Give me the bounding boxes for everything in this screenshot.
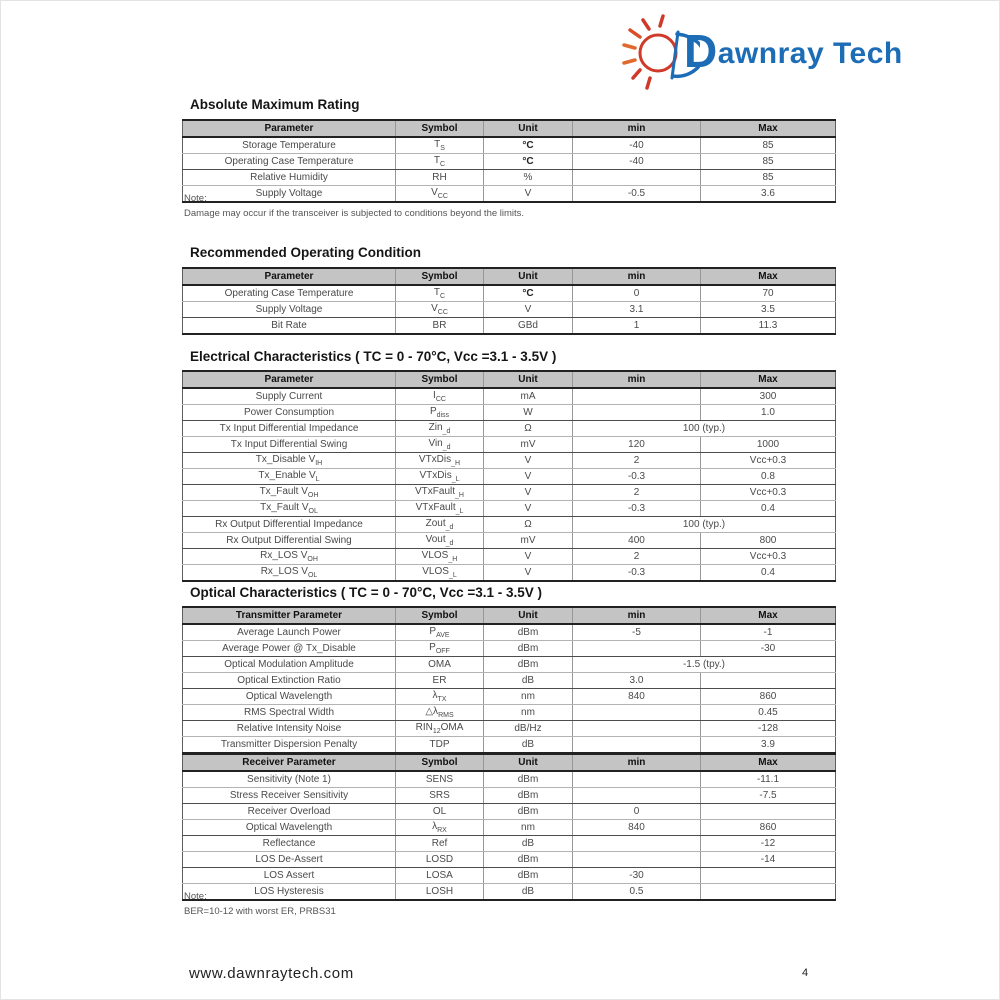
table-cell: Ω: [484, 421, 573, 437]
column-header: Max: [701, 120, 836, 137]
table-cell: [573, 170, 701, 186]
table-cell: -30: [573, 868, 701, 884]
table-cell: 100 (typ.): [573, 421, 836, 437]
table-cell: 2: [573, 549, 701, 565]
table-cell: $T_C$: [396, 285, 484, 302]
table-cell: $VLOS_{\_H}$: [396, 549, 484, 565]
table-cell: OL: [396, 804, 484, 820]
table-cell: dBm: [484, 788, 573, 804]
absolute-maximum-rating-table: [182, 119, 836, 203]
table-cell: 0.45: [701, 705, 836, 721]
column-header: Max: [701, 268, 836, 285]
table-header-row: [183, 371, 836, 388]
table-header-row: [183, 120, 836, 137]
recommended-operating-condition-table: [182, 267, 836, 335]
column-header: min: [573, 754, 701, 771]
table-cell: V: [484, 501, 573, 517]
table-cell: Vcc+0.3: [701, 549, 836, 565]
table-cell: [573, 705, 701, 721]
table-cell: Operating Case Temperature: [183, 285, 396, 302]
column-header: Receiver Parameter: [183, 754, 396, 771]
table-row: [183, 565, 836, 582]
table-cell: 860: [701, 689, 836, 705]
table-cell: $V_{CC}$: [396, 302, 484, 318]
table-cell: [701, 804, 836, 820]
table-cell: Zout$_{\_d}$: [396, 517, 484, 533]
table-row: [183, 388, 836, 405]
table-cell: 0: [573, 285, 701, 302]
table-row: [183, 884, 836, 901]
table-cell: -30: [701, 641, 836, 657]
table-row: [183, 657, 836, 673]
table-cell: $P_{AVE}$: [396, 624, 484, 641]
table-cell: -11.1: [701, 771, 836, 788]
table-cell: Vin$_{\_d}$: [396, 437, 484, 453]
table-cell: Tx Input Differential Impedance: [183, 421, 396, 437]
table-cell: -128: [701, 721, 836, 737]
table-cell: Rx Output Differential Swing: [183, 533, 396, 549]
table-row: [183, 154, 836, 170]
table-row: [183, 517, 836, 533]
optical-receiver-table: [182, 753, 836, 901]
table-cell: -12: [701, 836, 836, 852]
table-cell: [573, 641, 701, 657]
table-cell: dBm: [484, 771, 573, 788]
column-header: Max: [701, 607, 836, 624]
table-cell: 0: [573, 804, 701, 820]
table-cell: $I_{CC}$: [396, 388, 484, 405]
note-text: Damage may occur if the transceiver is subjected to conditions beyond the limits.: [184, 208, 525, 219]
table-cell: Rx_LOS $V_{OL}$: [183, 565, 396, 582]
table-cell: W: [484, 405, 573, 421]
table-row: [183, 285, 836, 302]
table-cell: [573, 788, 701, 804]
column-header: Unit: [484, 371, 573, 388]
table-row: [183, 453, 836, 469]
table-cell: Ref: [396, 836, 484, 852]
table-row: [183, 186, 836, 203]
table-cell: Reflectance: [183, 836, 396, 852]
table-cell: ER: [396, 673, 484, 689]
table-cell: $T_S$: [396, 137, 484, 154]
table-cell: Tx_Enable $V_L$: [183, 469, 396, 485]
brand-first-letter: D: [684, 24, 718, 77]
table-row: [183, 137, 836, 154]
table-cell: 1: [573, 318, 701, 335]
table-cell: Rx Output Differential Impedance: [183, 517, 396, 533]
table-cell: Receiver Overload: [183, 804, 396, 820]
table-cell: [573, 737, 701, 754]
table-cell: -40: [573, 154, 701, 170]
table-cell: Tx_Fault $V_{OL}$: [183, 501, 396, 517]
table-cell: dBm: [484, 641, 573, 657]
table-cell: dB: [484, 737, 573, 754]
column-header: min: [573, 120, 701, 137]
table-cell: V: [484, 186, 573, 203]
table-cell: Vcc+0.3: [701, 485, 836, 501]
table-cell: °C: [484, 285, 573, 302]
table-header-row: [183, 268, 836, 285]
table-cell: %: [484, 170, 573, 186]
table-cell: 840: [573, 689, 701, 705]
table-cell: RMS Spectral Width: [183, 705, 396, 721]
table-cell: Relative Humidity: [183, 170, 396, 186]
table-cell: Bit Rate: [183, 318, 396, 335]
table-cell: Optical Modulation Amplitude: [183, 657, 396, 673]
table-cell: $\triangle\lambda_{RMS}$: [396, 705, 484, 721]
table-cell: LOSH: [396, 884, 484, 901]
table-cell: nm: [484, 820, 573, 836]
section-title-optical-characteristics: Optical Characteristics ( TC = 0 - 70°C, Vcc =3.1 - 3.5V ): [190, 585, 543, 600]
table-cell: VTxFault$_{\_L}$: [396, 501, 484, 517]
table-cell: LOS Assert: [183, 868, 396, 884]
column-header: min: [573, 607, 701, 624]
table-row: [183, 469, 836, 485]
table-cell: 70: [701, 285, 836, 302]
section-title-electrical-characteristics: Electrical Characteristics ( TC = 0 - 70°C, Vcc =3.1 - 3.5V ): [190, 349, 557, 364]
table-cell: 840: [573, 820, 701, 836]
table-row: [183, 820, 836, 836]
table-row: [183, 405, 836, 421]
table-row: [183, 721, 836, 737]
table-cell: 0.4: [701, 565, 836, 582]
table-cell: Power Consumption: [183, 405, 396, 421]
table-cell: Operating Case Temperature: [183, 154, 396, 170]
table-cell: 85: [701, 170, 836, 186]
table-cell: -0.3: [573, 501, 701, 517]
table-cell: nm: [484, 705, 573, 721]
table-cell: $\lambda_{TX}$: [396, 689, 484, 705]
footer-website: www.dawnraytech.com: [189, 965, 354, 982]
table-header-row: [183, 754, 836, 771]
table-cell: V: [484, 302, 573, 318]
table-cell: Average Power @ Tx_Disable: [183, 641, 396, 657]
column-header: Symbol: [396, 268, 484, 285]
table-row: [183, 804, 836, 820]
table-row: [183, 673, 836, 689]
table-row: [183, 852, 836, 868]
table-cell: 1000: [701, 437, 836, 453]
column-header: Symbol: [396, 371, 484, 388]
column-header: Unit: [484, 268, 573, 285]
note-label: Note:: [184, 891, 207, 902]
table-cell: dB: [484, 673, 573, 689]
table-row: [183, 737, 836, 754]
table-cell: OMA: [396, 657, 484, 673]
optical-transmitter-table: [182, 606, 836, 754]
table-cell: 11.3: [701, 318, 836, 335]
table-cell: dBm: [484, 624, 573, 641]
table-cell: SRS: [396, 788, 484, 804]
table-cell: Tx Input Differential Swing: [183, 437, 396, 453]
table-row: [183, 836, 836, 852]
table-cell: Optical Wavelength: [183, 820, 396, 836]
table-cell: -40: [573, 137, 701, 154]
brand-name: [684, 24, 903, 77]
table-cell: dBm: [484, 868, 573, 884]
table-row: [183, 549, 836, 565]
table-cell: $VLOS_{\_L}$: [396, 565, 484, 582]
table-cell: 3.0: [573, 673, 701, 689]
table-cell: Supply Voltage: [183, 186, 396, 203]
table-cell: dBm: [484, 804, 573, 820]
table-cell: 0.8: [701, 469, 836, 485]
table-cell: VTxDis$_{\_H}$: [396, 453, 484, 469]
section-title-absolute-maximum-rating: Absolute Maximum Rating: [190, 97, 360, 112]
table-cell: -7.5: [701, 788, 836, 804]
table-cell: 3.1: [573, 302, 701, 318]
brand-rest: awnray Tech: [717, 36, 903, 70]
table-cell: [701, 884, 836, 901]
table-row: [183, 788, 836, 804]
table-cell: Tx_Disable $V_{IH}$: [183, 453, 396, 469]
table-cell: [573, 852, 701, 868]
table-cell: [573, 836, 701, 852]
table-row: [183, 170, 836, 186]
company-logo: [616, 10, 903, 94]
table-cell: 400: [573, 533, 701, 549]
table-cell: RH: [396, 170, 484, 186]
table-cell: 0.4: [701, 501, 836, 517]
table-cell: °C: [484, 137, 573, 154]
table-cell: 120: [573, 437, 701, 453]
column-header: Symbol: [396, 754, 484, 771]
table-cell: Sensitivity (Note 1): [183, 771, 396, 788]
table-cell: 2: [573, 453, 701, 469]
table-cell: Zin$_{\_d}$: [396, 421, 484, 437]
table-cell: -1: [701, 624, 836, 641]
column-header: min: [573, 268, 701, 285]
table-row: [183, 533, 836, 549]
table-cell: °C: [484, 154, 573, 170]
column-header: Symbol: [396, 607, 484, 624]
note-text: BER=10-12 with worst ER, PRBS31: [184, 906, 336, 917]
table-cell: Relative Intensity Noise: [183, 721, 396, 737]
table-cell: TDP: [396, 737, 484, 754]
column-header: Max: [701, 754, 836, 771]
table-cell: V: [484, 453, 573, 469]
table-cell: $T_C$: [396, 154, 484, 170]
table-cell: dB: [484, 836, 573, 852]
table-cell: dB/Hz: [484, 721, 573, 737]
section-title-recommended-operating-condition: Recommended Operating Condition: [190, 245, 422, 260]
table-cell: 3.9: [701, 737, 836, 754]
table-cell: -5: [573, 624, 701, 641]
table-row: [183, 689, 836, 705]
table-row: [183, 421, 836, 437]
table-cell: V: [484, 469, 573, 485]
column-header: Symbol: [396, 120, 484, 137]
table-cell: Stress Receiver Sensitivity: [183, 788, 396, 804]
table-cell: V: [484, 485, 573, 501]
table-cell: Vcc+0.3: [701, 453, 836, 469]
table-row: [183, 501, 836, 517]
table-cell: Ω: [484, 517, 573, 533]
table-cell: LOSD: [396, 852, 484, 868]
table-cell: 100 (typ.): [573, 517, 836, 533]
table-cell: 860: [701, 820, 836, 836]
table-cell: 3.5: [701, 302, 836, 318]
table-cell: VTxFault$_{\_H}$: [396, 485, 484, 501]
column-header: Parameter: [183, 120, 396, 137]
table-cell: -14: [701, 852, 836, 868]
table-cell: BR: [396, 318, 484, 335]
table-cell: [573, 388, 701, 405]
table-row: [183, 302, 836, 318]
table-row: [183, 641, 836, 657]
table-row: [183, 771, 836, 788]
table-cell: VTxDis$_{\_L}$: [396, 469, 484, 485]
table-cell: 85: [701, 137, 836, 154]
note-label: Note:: [184, 193, 207, 204]
electrical-characteristics-table: [182, 370, 836, 582]
column-header: min: [573, 371, 701, 388]
table-cell: nm: [484, 689, 573, 705]
table-cell: [701, 868, 836, 884]
table-cell: 0.5: [573, 884, 701, 901]
table-cell: -0.3: [573, 565, 701, 582]
table-cell: [573, 771, 701, 788]
table-cell: dBm: [484, 852, 573, 868]
table-cell: mV: [484, 437, 573, 453]
column-header: Unit: [484, 120, 573, 137]
table-cell: 300: [701, 388, 836, 405]
table-cell: Optical Wavelength: [183, 689, 396, 705]
table-cell: LOSA: [396, 868, 484, 884]
table-row: [183, 624, 836, 641]
table-cell: [701, 673, 836, 689]
table-cell: $P_{diss}$: [396, 405, 484, 421]
table-cell: LOS Hysteresis: [183, 884, 396, 901]
table-cell: dBm: [484, 657, 573, 673]
table-cell: Supply Current: [183, 388, 396, 405]
table-cell: mA: [484, 388, 573, 405]
table-cell: 1.0: [701, 405, 836, 421]
table-cell: $RIN_{12}OMA$: [396, 721, 484, 737]
table-cell: -0.3: [573, 469, 701, 485]
table-cell: [573, 721, 701, 737]
table-row: [183, 705, 836, 721]
table-cell: $V_{CC}$: [396, 186, 484, 203]
table-row: [183, 868, 836, 884]
column-header: Parameter: [183, 268, 396, 285]
table-cell: $\lambda_{RX}$: [396, 820, 484, 836]
table-cell: -0.5: [573, 186, 701, 203]
table-row: [183, 437, 836, 453]
table-cell: Storage Temperature: [183, 137, 396, 154]
column-header: Max: [701, 371, 836, 388]
table-cell: Transmitter Dispersion Penalty: [183, 737, 396, 754]
table-cell: 85: [701, 154, 836, 170]
table-cell: dB: [484, 884, 573, 901]
column-header: Transmitter Parameter: [183, 607, 396, 624]
page-number: 4: [802, 967, 809, 979]
column-header: Unit: [484, 607, 573, 624]
table-row: [183, 485, 836, 501]
table-cell: mV: [484, 533, 573, 549]
table-cell: -1.5 (tpy.): [573, 657, 836, 673]
table-cell: Optical Extinction Ratio: [183, 673, 396, 689]
table-cell: V: [484, 565, 573, 582]
table-cell: $P_{OFF}$: [396, 641, 484, 657]
table-cell: 2: [573, 485, 701, 501]
table-cell: Average Launch Power: [183, 624, 396, 641]
table-cell: GBd: [484, 318, 573, 335]
table-cell: Tx_Fault $V_{OH}$: [183, 485, 396, 501]
table-cell: LOS De-Assert: [183, 852, 396, 868]
table-cell: 800: [701, 533, 836, 549]
table-cell: Supply Voltage: [183, 302, 396, 318]
table-cell: V: [484, 549, 573, 565]
column-header: Parameter: [183, 371, 396, 388]
table-header-row: [183, 607, 836, 624]
table-row: [183, 318, 836, 335]
table-cell: [573, 405, 701, 421]
column-header: Unit: [484, 754, 573, 771]
table-cell: Rx_LOS $V_{OH}$: [183, 549, 396, 565]
table-cell: 3.6: [701, 186, 836, 203]
table-cell: SENS: [396, 771, 484, 788]
table-cell: Vout$_{\_d}$: [396, 533, 484, 549]
